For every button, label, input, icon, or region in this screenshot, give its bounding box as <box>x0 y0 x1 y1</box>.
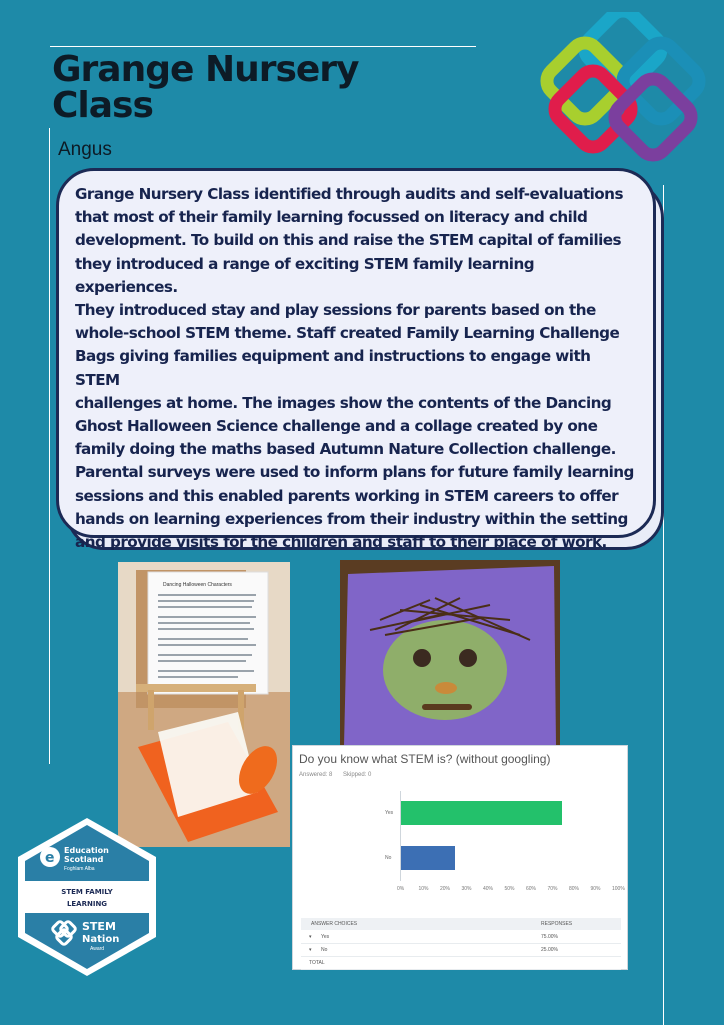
bar-yes <box>401 801 562 825</box>
tick-label: 90% <box>590 886 601 892</box>
badge-award-line3: Award <box>90 946 105 952</box>
body-paragraph <box>75 183 639 554</box>
body-line: challenges at home. The images show the contents of the Dancing <box>75 393 612 412</box>
survey-question: Do you know what STEM is? (without googling) <box>299 752 551 766</box>
table-header <box>301 918 621 930</box>
tick-label: 20% <box>440 886 451 892</box>
body-line: they introduced a range of exciting STEM family learning experiences. <box>75 254 535 296</box>
body-line: whole-school STEM theme. Staff created Family Learning Challenge <box>75 324 620 343</box>
body-line: and provide visits for the children and staff to their place of work. <box>75 533 607 552</box>
title-line-2: Class <box>52 85 153 126</box>
tick-label: 70% <box>547 886 558 892</box>
tick-label: 10% <box>418 886 429 892</box>
text-card <box>56 168 656 552</box>
title-line-1: Grange Nursery <box>52 49 359 90</box>
body-line: Ghost Halloween Science challenge and a collage created by one <box>75 417 598 436</box>
sign-title: Dancing Halloween Characters <box>163 582 232 588</box>
badge-award-line2: Nation <box>82 934 120 945</box>
body-line: that most of their family learning focussed on literacy and child <box>75 208 588 227</box>
tick-label: 50% <box>504 886 515 892</box>
category-label-no: No <box>385 855 392 861</box>
survey-skipped: Skipped: 0 <box>343 772 372 778</box>
body-line: hands on learning experiences from their industry within the setting <box>75 509 628 528</box>
badge-programme-line1: STEM FAMILY <box>61 888 113 896</box>
badge-org-line2: Scotland <box>64 855 104 864</box>
bar-no <box>401 846 455 870</box>
tick-label: 100% <box>612 886 625 892</box>
tick-label: 0% <box>397 886 405 892</box>
region-label: Angus <box>58 139 112 160</box>
table-row-total <box>301 957 621 970</box>
chevron-down-icon: ▾ <box>309 947 312 953</box>
body-line: family doing the maths based Autumn Nature Collection challenge. <box>75 440 616 459</box>
photo-dancing-ghost-challenge <box>118 562 290 847</box>
survey-results-panel <box>292 745 628 970</box>
chevron-down-icon: ▾ <box>309 934 312 940</box>
e-glyph: e <box>45 850 55 866</box>
badge-award-line1: STEM <box>82 920 116 933</box>
page-title <box>52 49 359 126</box>
body-line: Bags giving families equipment and instructions to engage with STEM <box>75 347 591 389</box>
badge-programme-line2: LEARNING <box>66 900 108 908</box>
body-line: Parental surveys were used to inform plans for future family learning <box>75 463 634 482</box>
table-row <box>301 931 621 944</box>
row-value-yes: 75.00% <box>541 934 558 940</box>
badge-org-line1: Education <box>64 846 109 855</box>
table-row <box>301 944 621 957</box>
photo-nature-collage <box>340 560 560 746</box>
body-line: Grange Nursery Class identified through audits and self-evaluations <box>75 185 623 203</box>
tick-label: 40% <box>483 886 494 892</box>
row-label-no: No <box>321 947 328 953</box>
stem-nation-award-badge <box>14 815 160 979</box>
survey-answered: Answered: 8 <box>299 772 333 778</box>
row-label-yes: Yes <box>321 934 330 940</box>
body-line: They introduced stay and play sessions for parents based on the <box>75 301 596 320</box>
body-line: sessions and this enabled parents working in STEM careers to offer <box>75 486 619 505</box>
table-header-choices: ANSWER CHOICES <box>311 921 358 927</box>
frame-top-line <box>50 46 476 47</box>
body-line: development. To build on this and raise the STEM capital of families <box>75 231 622 250</box>
category-label-yes: Yes <box>385 810 394 816</box>
row-value-no: 25.00% <box>541 947 558 953</box>
tick-label: 60% <box>526 886 537 892</box>
table-header-responses: RESPONSES <box>541 921 573 927</box>
badge-org-line3: Foghlam Alba <box>64 866 95 872</box>
stem-knot-logo <box>540 12 710 172</box>
total-label: TOTAL <box>309 960 325 966</box>
tick-label: 80% <box>569 886 580 892</box>
frame-left-line <box>49 128 50 764</box>
tick-label: 30% <box>461 886 472 892</box>
